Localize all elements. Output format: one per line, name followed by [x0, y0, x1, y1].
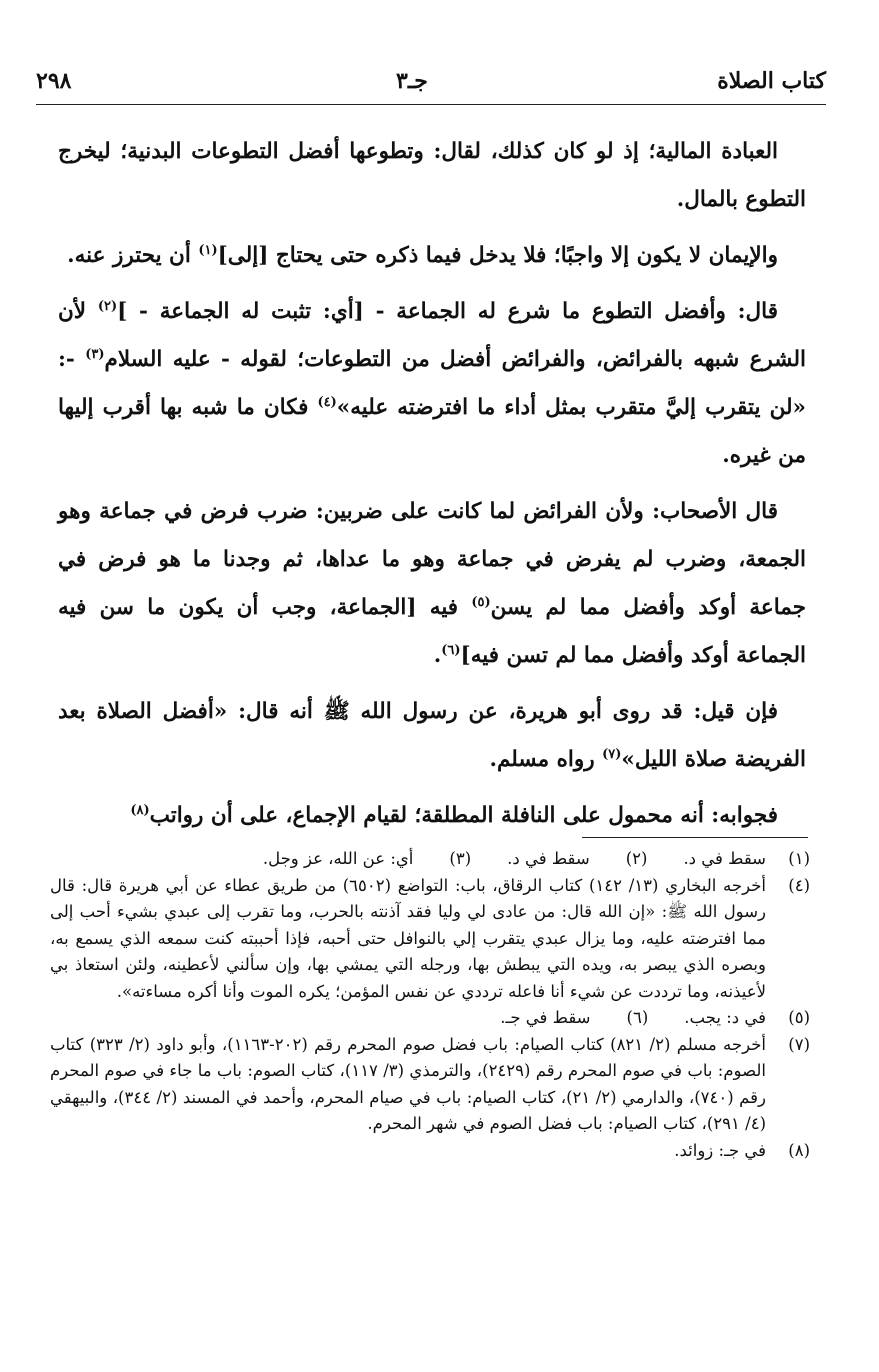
footnote-number: (٢) [625, 849, 648, 868]
footnote-8 [50, 1138, 810, 1165]
footnote-text: أخرجه مسلم (٢/ ٨٢١) كتاب الصيام: باب فضل صوم المحرم رقم (٢٠٢-١١٦٣)، وأبو داود (٢/ ٣٢٣) كتاب الصوم: باب في صوم المحرم رقم (٢٤٢٩)، والترمذي (٣/ ١١٧)، كتاب الصوم: باب ما جاء في صوم المحرم رقم (٧٤٠)، والدارمي (٢/ ٢١)، كتاب الصيام: باب في صيام المحرم، وأحمد في المسند (٢/ ٣٤٤)، والبيهقي (٤/ ٢٩١)، كتاب الصيام: باب فضل الصوم في شهر المحرم. [50, 1034, 767, 1133]
footnote-text: سقط في د. [507, 849, 590, 868]
volume-label: جـ٣ [396, 68, 428, 94]
footnote-row-5-6 [50, 1005, 810, 1032]
paragraph-text: فكان ما شبه بها أقرب إليها من غيره. [58, 395, 806, 468]
footnote-7 [50, 1032, 810, 1138]
paragraph-text: . [433, 643, 442, 668]
paragraph-6 [58, 792, 806, 840]
page-number: ٢٩٨ [36, 68, 72, 94]
footnote-row-1-3 [50, 846, 810, 873]
footnote-ref-5: (٥) [471, 594, 491, 610]
footnote-number: (٨) [788, 1140, 810, 1160]
footnote-number: (٤) [788, 875, 810, 895]
footnote-ref-8: (٨) [130, 802, 150, 818]
footnote-ref-3: (٣) [85, 346, 105, 362]
footnotes [50, 846, 810, 1164]
paragraph-text: قال الأصحاب: ولأن الفرائض لما كانت على ضربين: ضرب فرض في جماعة وهو الجمعة، وضرب لم يفرض في جماعة وهو ما عداها، ثم وجدنا ما هو فرض في جماعة أوكد وأفضل مما لم يسن [58, 499, 806, 620]
paragraph-text: -: «لن يتقرب إليَّ متقرب بمثل أداء ما افترضته عليه» [58, 347, 806, 420]
footnote-number: (٣) [449, 849, 472, 868]
paragraph-1 [58, 128, 806, 224]
footnote-ref-7: (٧) [602, 746, 622, 762]
footnote-number: (٥) [788, 1008, 810, 1027]
footnote-text: سقط في جـ. [500, 1008, 591, 1027]
footnote-text: في جـ: زوائد. [674, 1140, 766, 1160]
footnote-ref-4: (٤) [317, 394, 337, 410]
paragraph-text: فيه [الجماعة، وجب أن يكون ما سن فيه الجماعة أوكد وأفضل مما لم تسن فيه] [58, 595, 806, 668]
footnote-number: (٦) [626, 1008, 649, 1027]
paragraph-2 [58, 232, 806, 280]
footnote-number: (١) [788, 849, 810, 868]
paragraph-4 [58, 488, 806, 680]
footnote-number: (٧) [788, 1034, 810, 1054]
footnote-text: في د: يجب. [684, 1008, 766, 1027]
header-divider [36, 104, 826, 105]
paragraph-3 [58, 288, 806, 480]
page-header [36, 66, 826, 100]
paragraph-text: العبادة المالية؛ إذ لو كان كذلك، لقال: وتطوعها أفضل التطوعات البدنية؛ ليخرج التطوع بالمال. [58, 139, 806, 212]
main-text [58, 128, 806, 848]
paragraph-text: رواه مسلم. [489, 747, 603, 772]
footnote-ref-6: (٦) [441, 642, 461, 658]
footnote-text: سقط في د. [683, 849, 766, 868]
paragraph-text: لأن الشرع شبهه بالفرائض، والفرائض أفضل من التطوعات؛ لقوله - عليه السلام [58, 299, 806, 372]
footnote-divider [582, 837, 808, 838]
footnote-ref-1: (١) [198, 242, 218, 258]
paragraph-text: والإيمان لا يكون إلا واجبًا؛ فلا يدخل فيما ذكره حتى يحتاج [إلى] [217, 243, 778, 268]
footnote-ref-2: (٢) [97, 298, 118, 314]
footnote-text: أي: عن الله، عز وجل. [262, 849, 414, 868]
footnote-text: أخرجه البخاري (١٣/ ١٤٢) كتاب الرقاق، باب: التواضع (٦٥٠٢) من طريق عطاء عن أبي هريرة قال: قال رسول الله ﷺ: «إن الله قال: من عادى لي وليا فقد آذنته بالحرب، وما تقرب إلى عبدي بشيء أحب إلى مما افترضته عليه، وما يزال عبدي يتقرب إلي بالنوافل حتى أحبه، فإذا أحببته كنت سمعه الذي يسمع به، وبصره الذي يبصر به، ويده التي يبطش بها، ورجله التي يمشي بها، وإن سألني لأعطينه، ولئن استعاذ بي لأعيذنه، وما ترددت عن شيء أنا فاعله ترددي عن نفس المؤمن؛ يكره الموت وأنا أكره مساءته». [50, 875, 766, 1001]
paragraph-text: قال: وأفضل التطوع ما شرع له الجماعة - [أي: تثبت له الجماعة - ] [117, 299, 778, 324]
paragraph-text: أن يحترز عنه. [67, 243, 199, 268]
book-title: كتاب الصلاة [717, 68, 826, 94]
footnote-4 [50, 873, 810, 1006]
paragraph-5 [58, 688, 806, 784]
paragraph-text: فإن قيل: قد روى أبو هريرة، عن رسول الله ﷺ أنه قال: «أفضل الصلاة بعد الفريضة صلاة الليل» [58, 699, 806, 772]
paragraph-text: فجوابه: أنه محمول على النافلة المطلقة؛ لقيام الإجماع، على أن رواتب [149, 803, 778, 828]
